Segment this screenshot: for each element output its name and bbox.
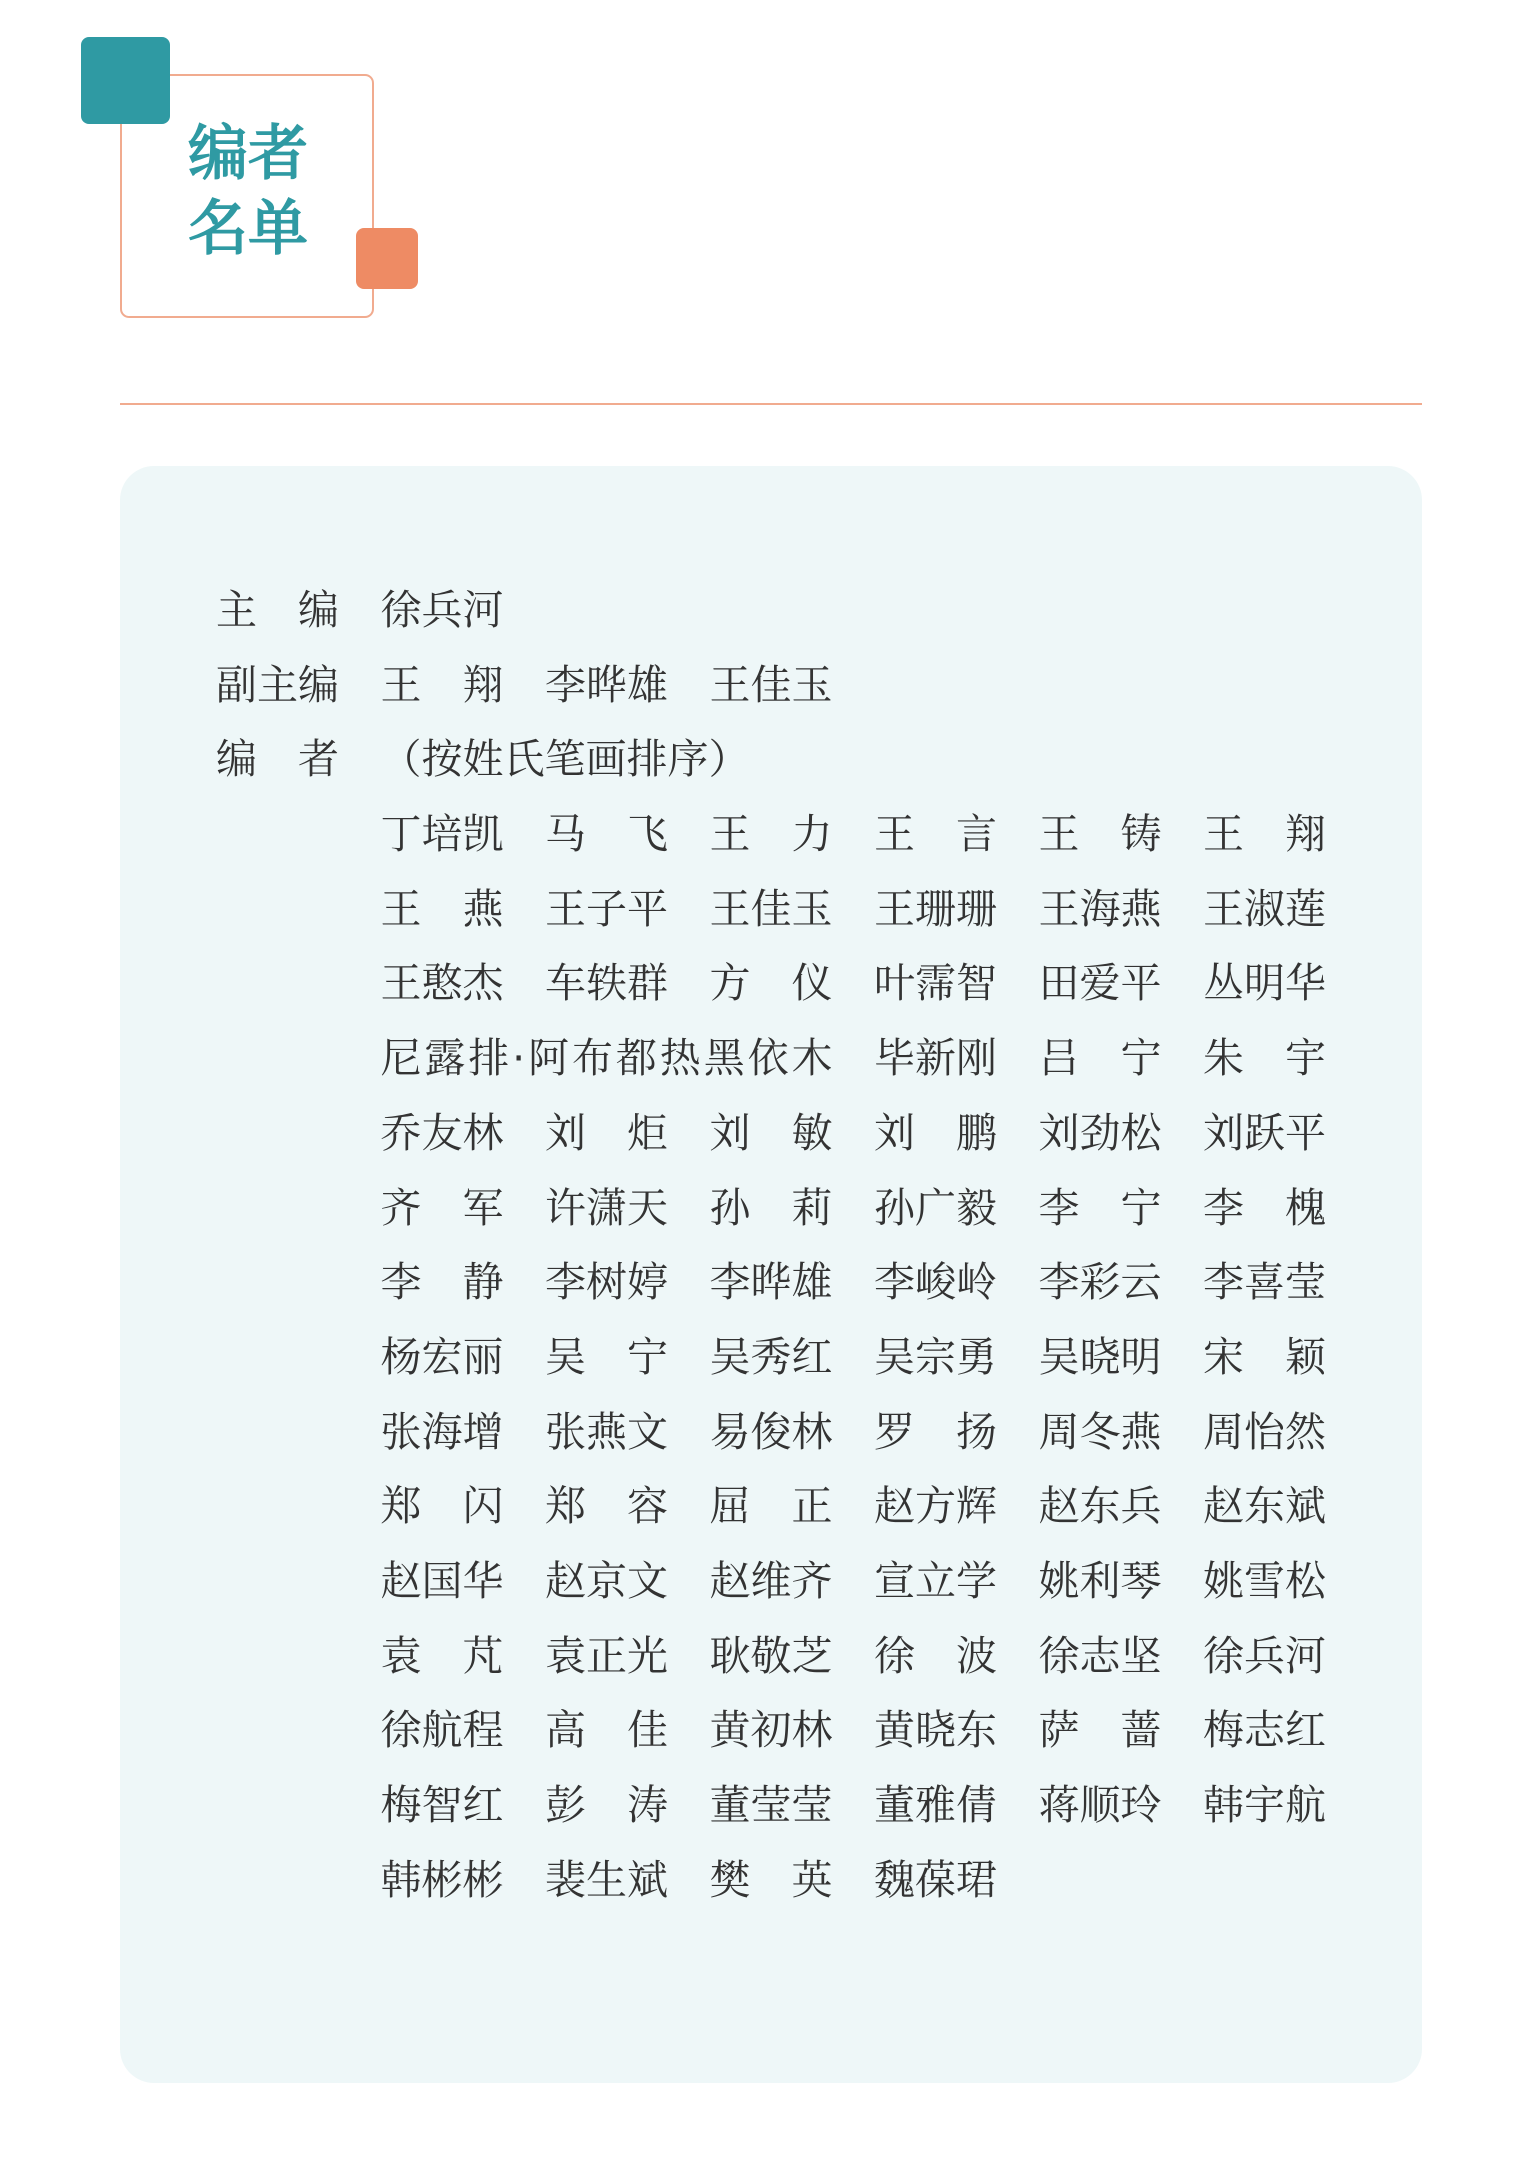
editor-name: 李喜莹 [1203, 1258, 1326, 1307]
editors-header-row [216, 722, 1326, 797]
editor-name: 高佳 [545, 1706, 709, 1755]
editors-label: 编者 [216, 735, 380, 784]
chief-editor-label: 主编 [216, 586, 380, 634]
editor-name: 张燕文 [545, 1407, 668, 1456]
deputy-editor-name: 李晔雄 [545, 660, 668, 709]
editor-name: 徐志坚 [1038, 1631, 1162, 1680]
editor-name: 王海燕 [1038, 884, 1162, 933]
editor-name: 郑容 [545, 1482, 709, 1531]
page-title-line-1: 编者 [188, 119, 308, 189]
teal-square-decoration [81, 37, 170, 124]
chief-editor-row [216, 573, 1326, 648]
editor-name: 李彩云 [1038, 1258, 1162, 1307]
editor-name: 吕宁 [1038, 1034, 1203, 1083]
editor-name: 毕新刚 [874, 1034, 997, 1083]
editor-name: 叶霈智 [874, 959, 997, 1008]
editor-name: 张海增 [380, 1407, 504, 1456]
editor-name: 车轶群 [545, 959, 668, 1008]
editor-name: 宣立学 [874, 1556, 997, 1605]
editor-name: 杨宏丽 [380, 1332, 504, 1381]
page-title-line-2: 名单 [188, 194, 308, 264]
editor-row [216, 1096, 1326, 1171]
editor-name: 王力 [709, 810, 874, 859]
editor-name: 姚雪松 [1203, 1556, 1326, 1605]
editor-name: 王翔 [1203, 810, 1367, 859]
editor-row [216, 872, 1326, 947]
editor-row [216, 1395, 1326, 1470]
editor-name: 彭涛 [545, 1781, 709, 1829]
editor-name: 李静 [380, 1258, 545, 1307]
editor-name: 萨蔷 [1038, 1706, 1203, 1755]
editor-row [216, 797, 1367, 872]
editor-name: 孙广毅 [874, 1183, 997, 1232]
editor-name: 屈正 [709, 1482, 874, 1531]
editor-name: 李宁 [1038, 1183, 1203, 1232]
editor-name: 袁正光 [545, 1631, 668, 1680]
editor-name: 赵国华 [380, 1556, 504, 1605]
editor-name: 许潇天 [545, 1183, 668, 1232]
editor-name: 赵方辉 [874, 1482, 997, 1531]
editor-name: 尼露排·阿布都热黑依木 [380, 1034, 833, 1083]
editor-name: 吴宗勇 [874, 1332, 997, 1381]
editor-name: 朱宇 [1203, 1034, 1367, 1083]
editor-name: 齐军 [380, 1183, 545, 1232]
editor-name: 宋颖 [1203, 1332, 1367, 1381]
editor-name: 李峻岭 [874, 1258, 997, 1307]
editor-name: 吴宁 [545, 1332, 709, 1381]
editor-name: 丁培凯 [380, 810, 504, 859]
editor-name: 董莹莹 [709, 1781, 833, 1829]
orange-square-decoration [356, 228, 418, 289]
editor-name: 吴秀红 [709, 1332, 833, 1381]
editor-name: 刘劲松 [1038, 1108, 1162, 1157]
editor-name: 董雅倩 [874, 1781, 997, 1829]
editor-name: 李晔雄 [709, 1258, 833, 1307]
editor-name: 王珊珊 [874, 884, 997, 933]
editor-name: 罗扬 [874, 1407, 1038, 1456]
editor-name: 赵京文 [545, 1556, 668, 1605]
editor-row [216, 1768, 1326, 1843]
page-title [188, 117, 308, 267]
editor-row [216, 1245, 1326, 1320]
editor-name: 马飞 [545, 810, 709, 859]
chief-editor-name: 徐兵河 [380, 586, 504, 634]
editor-name: 李树婷 [545, 1258, 668, 1307]
editor-name: 赵维齐 [709, 1556, 833, 1605]
editor-name: 王子平 [545, 884, 668, 933]
editor-name: 丛明华 [1203, 959, 1326, 1008]
editor-name: 郑闪 [380, 1482, 545, 1531]
editor-name: 孙莉 [709, 1183, 874, 1232]
editor-name: 周怡然 [1203, 1407, 1326, 1456]
editor-row [216, 1843, 1326, 1918]
editor-row [216, 1693, 1326, 1768]
editor-name: 耿敬芝 [709, 1631, 833, 1680]
editor-name: 易俊林 [709, 1407, 833, 1456]
editor-name: 梅志红 [1203, 1706, 1326, 1755]
editor-name: 徐航程 [380, 1706, 504, 1755]
editor-name: 王淑莲 [1203, 884, 1326, 933]
editor-name: 姚利琴 [1038, 1556, 1162, 1605]
editor-name: 乔友林 [380, 1108, 504, 1157]
editor-row [216, 1320, 1367, 1395]
editor-name: 周冬燕 [1038, 1407, 1162, 1456]
editor-name: 王佳玉 [709, 884, 833, 933]
editor-name: 方仪 [709, 959, 874, 1008]
editor-list-panel [120, 466, 1422, 2083]
editor-row [216, 1469, 1326, 1544]
editor-name: 樊英 [709, 1855, 874, 1904]
editor-name: 韩彬彬 [380, 1855, 504, 1904]
editor-name: 裴生斌 [545, 1855, 668, 1904]
editor-name: 王言 [874, 810, 1038, 859]
deputy-editor-name: 王佳玉 [709, 660, 833, 709]
editor-name: 魏葆珺 [874, 1855, 997, 1904]
editor-name: 徐兵河 [1203, 1631, 1326, 1680]
editor-row [216, 1171, 1367, 1246]
editor-name: 蒋顺玲 [1038, 1781, 1162, 1829]
editor-name: 袁芃 [380, 1631, 545, 1680]
editor-name: 李槐 [1203, 1183, 1367, 1232]
editor-name: 刘跃平 [1203, 1108, 1326, 1157]
deputy-editor-label: 副主编 [216, 660, 339, 709]
editor-name: 赵东斌 [1203, 1482, 1326, 1531]
editor-name: 徐波 [874, 1631, 1038, 1680]
editor-name: 王憨杰 [380, 959, 504, 1008]
editor-row [216, 1619, 1326, 1694]
editor-name: 刘敏 [709, 1108, 874, 1157]
deputy-editor-row [216, 648, 1326, 723]
editor-name: 王燕 [380, 884, 545, 933]
editor-name: 黄晓东 [874, 1706, 997, 1755]
editor-name: 刘鹏 [874, 1108, 1038, 1157]
editor-row [216, 1021, 1367, 1096]
deputy-editor-name: 王翔 [380, 660, 545, 709]
editors-sort-note: （按姓氏笔画排序） [380, 735, 750, 784]
editor-name: 赵东兵 [1038, 1482, 1162, 1531]
editor-name: 吴晓明 [1038, 1332, 1162, 1381]
editor-row [216, 1544, 1326, 1619]
divider-line [120, 403, 1422, 405]
editor-name: 王铸 [1038, 810, 1203, 859]
editor-name: 田爱平 [1038, 959, 1162, 1008]
editor-list [216, 573, 1367, 1917]
editor-name: 梅智红 [380, 1781, 504, 1829]
editor-row [216, 946, 1326, 1021]
editor-name: 韩宇航 [1203, 1781, 1326, 1829]
editor-name: 黄初林 [709, 1706, 833, 1755]
editor-name: 刘炬 [545, 1108, 709, 1157]
